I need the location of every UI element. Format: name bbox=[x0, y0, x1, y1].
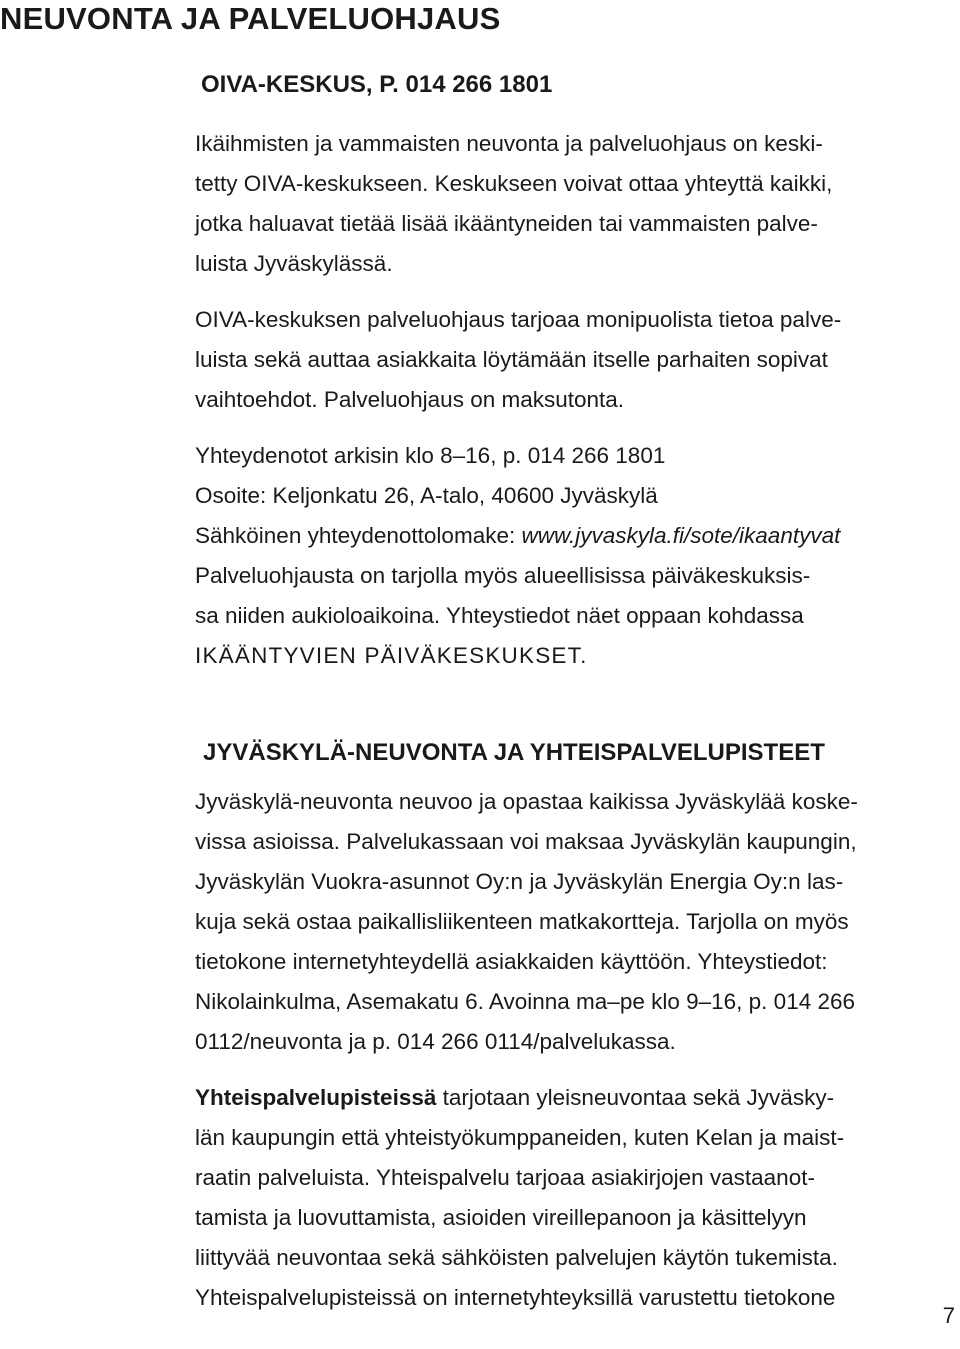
contact-hours: Yhteydenotot arkisin klo 8–16, p. 014 266 1801 bbox=[195, 443, 666, 468]
text-line: Palveluohjausta on tarjolla myös alueellisissa päiväkeskuksis- bbox=[195, 563, 811, 588]
text-line: län kaupungin että yhteistyökumppaneiden, kuten Kelan ja maist- bbox=[195, 1125, 845, 1150]
text-line: Yhteispalvelupisteissä on internetyhteyksillä varustettu tietokone bbox=[195, 1285, 836, 1310]
text-line: Nikolainkulma, Asemakatu 6. Avoinna ma–pe klo 9–16, p. 014 266 bbox=[195, 989, 856, 1014]
text-line: Jyväskylä-neuvonta neuvoo ja opastaa kaikissa Jyväskylää koske- bbox=[195, 789, 858, 814]
paragraph-yhteispalvelupisteet bbox=[195, 1078, 921, 1318]
guide-section-reference: IKÄÄNTYVIEN PÄIVÄKESKUKSET. bbox=[195, 643, 588, 668]
text-line: sa niiden aukioloaikoina. Yhteystiedot näet oppaan kohdassa bbox=[195, 603, 804, 628]
text-line: luista Jyväskylässä. bbox=[195, 251, 393, 276]
page-number: 7 bbox=[942, 1303, 955, 1328]
text-line: vaihtoehdot. Palveluohjaus on maksutonta. bbox=[195, 387, 625, 412]
paragraph-oiva-service bbox=[195, 300, 921, 420]
section-heading-jyvaskyla: JYVÄSKYLÄ-NEUVONTA JA YHTEISPALVELUPISTEET bbox=[203, 739, 825, 766]
text-line: tietokone internetyhteydellä asiakkaiden käyttöön. Yhteystiedot: bbox=[195, 949, 828, 974]
text-line: kuja sekä ostaa paikallisliikenteen matkakortteja. Tarjolla on myös bbox=[195, 909, 849, 934]
text-line: tetty OIVA-keskukseen. Keskukseen voivat ottaa yhteyttä kaikki, bbox=[195, 171, 833, 196]
text-line: Ikäihmisten ja vammaisten neuvonta ja palveluohjaus on keski- bbox=[195, 131, 823, 156]
contact-form-line bbox=[195, 523, 840, 548]
text-line: Jyväskylän Vuokra-asunnot Oy:n ja Jyväskylän Energia Oy:n las- bbox=[195, 869, 844, 894]
text-line: jotka haluavat tietää lisää ikääntyneiden tai vammaisten palve- bbox=[195, 211, 818, 236]
text-line: liittyvää neuvontaa sekä sähköisten palvelujen käytön tukemista. bbox=[195, 1245, 838, 1270]
text-line: OIVA-keskuksen palveluohjaus tarjoaa monipuolista tietoa palve- bbox=[195, 307, 842, 332]
contact-address: Osoite: Keljonkatu 26, A-talo, 40600 Jyväskylä bbox=[195, 483, 658, 508]
section-heading-oiva: OIVA-KESKUS, P. 014 266 1801 bbox=[201, 71, 553, 98]
bold-term: Yhteispalvelupisteissä bbox=[195, 1085, 437, 1110]
text-line: tarjotaan yleisneuvontaa sekä Jyväsky- bbox=[436, 1085, 835, 1110]
paragraph-oiva-intro bbox=[195, 124, 921, 284]
page-title: NEUVONTA JA PALVELUOHJAUS bbox=[0, 1, 501, 36]
text-line: raatin palveluista. Yhteispalvelu tarjoaa asiakirjojen vastaanot- bbox=[195, 1165, 815, 1190]
text-line: 0112/neuvonta ja p. 014 266 0114/palvelukassa. bbox=[195, 1029, 676, 1054]
text-line: vissa asioissa. Palvelukassaan voi maksaa Jyväskylän kaupungin, bbox=[195, 829, 857, 854]
paragraph-jyvaskyla-neuvonta bbox=[195, 782, 921, 1062]
contact-form-url[interactable]: www.jyvaskyla.fi/sote/ikaantyvat bbox=[521, 523, 841, 548]
paragraph-oiva-contact bbox=[195, 436, 921, 676]
text-line: tamista ja luovuttamista, asioiden vireillepanoon ja käsittelyyn bbox=[195, 1205, 807, 1230]
main-content bbox=[195, 62, 921, 1318]
text-line: luista sekä auttaa asiakkaita löytämään itselle parhaiten sopivat bbox=[195, 347, 828, 372]
contact-form-label: Sähköinen yhteydenottolomake: bbox=[195, 523, 522, 548]
